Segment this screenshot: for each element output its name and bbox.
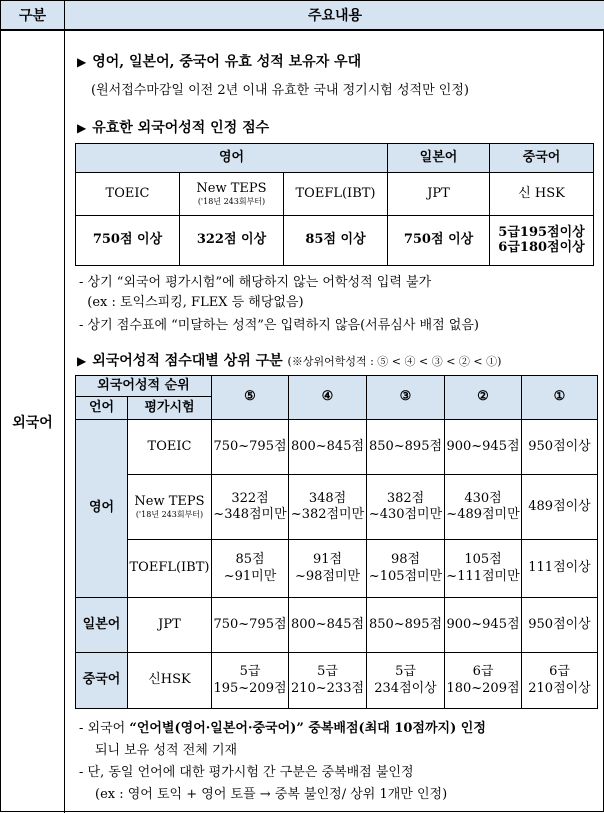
lang-chinese: 중국어 (76, 653, 128, 709)
lang-chinese-header: 중국어 (490, 144, 594, 173)
note-line: (ex : 토익스피킹, FLEX 등 해당없음) (79, 295, 304, 310)
rank-1: ① (522, 376, 598, 420)
score-cell: 900~945점 (445, 420, 522, 475)
rank-header: 외국어성적 순위 (76, 376, 212, 397)
score-cell: 322점 ~348점미만 (212, 475, 289, 540)
test-toefl: TOEFL(IBT) (284, 173, 388, 216)
rank-3: ③ (367, 376, 445, 420)
score-cell: 900~945점 (445, 598, 522, 653)
score-cell: 5급 234점이상 (367, 653, 445, 709)
score-teps: 322점 이상 (180, 216, 284, 266)
note-line: - 상기 “외국어 평가시험”에 해당하지 않는 어학성적 입력 불가 (79, 275, 432, 290)
score-cell: 111점이상 (522, 540, 598, 598)
score-cell: 430점 ~489점미만 (445, 475, 522, 540)
triangle-bullet-icon: ▶ (77, 121, 87, 135)
score-cell: 489점이상 (522, 475, 598, 540)
test-new-teps: New TEPS ('18년 243회부터) (180, 173, 284, 216)
triangle-bullet-icon: ▶ (77, 354, 87, 368)
score-hsk: 5급195점이상 6급180점이상 (490, 216, 594, 266)
table-row (76, 540, 598, 598)
test-toefl: TOEFL(IBT) (128, 540, 212, 598)
section1-title: ▶ 영어, 일본어, 중국어 유효 성적 보유자 우대 (77, 54, 362, 70)
score-cell: 5급 210~233점 (289, 653, 367, 709)
table-row (76, 420, 598, 475)
test-hsk: 신HSK (128, 653, 212, 709)
section2-title: ▶ 유효한 외국어성적 인정 점수 (77, 120, 270, 136)
test-jpt: JPT (128, 598, 212, 653)
lang-japanese: 일본어 (76, 598, 128, 653)
test-col-header: 평가시험 (128, 397, 212, 420)
test-toeic: TOEIC (76, 173, 180, 216)
test-new-teps: New TEPS ('18년 243회부터) (128, 475, 212, 540)
score-cell: 950점이상 (522, 420, 598, 475)
score-cell: 850~895점 (367, 420, 445, 475)
category-cell: 외국어 (1, 31, 65, 813)
score-cell: 800~845점 (289, 598, 367, 653)
table-row (76, 598, 598, 653)
score-cell: 950점이상 (522, 598, 598, 653)
score-jpt: 750점 이상 (388, 216, 490, 266)
lang-english: 영어 (76, 420, 128, 598)
test-toeic: TOEIC (128, 420, 212, 475)
note-line: - 상기 점수표에 “미달하는 성적”은 입력하지 않음(서류심사 배점 없음) (79, 318, 479, 333)
score-cell: 5급 195~209점 (212, 653, 289, 709)
footer-line: (ex : 영어 토익 + 영어 토플 → 중복 불인정/ 상위 1개만 인정) (95, 787, 448, 802)
table-row (76, 475, 598, 540)
rank-2: ② (445, 376, 522, 420)
header-content: 주요내용 (65, 1, 604, 31)
lang-english-header: 영어 (76, 144, 388, 173)
score-cell: 800~845점 (289, 420, 367, 475)
test-hsk: 신 HSK (490, 173, 594, 216)
score-cell: 750~795점 (212, 420, 289, 475)
section3-title: ▶ 외국어성적 점수대별 상위 구분 (※상위어학성적 : ⑤ < ④ < ③ < ② < ①) (77, 353, 502, 369)
rank-5: ⑤ (212, 376, 289, 420)
score-cell: 382점 ~430점미만 (367, 475, 445, 540)
header-category: 구분 (1, 1, 65, 31)
footer-line: - 단, 동일 언어에 대한 평가시험 간 구분은 중복배점 불인정 (79, 765, 414, 780)
score-cell: 348점 ~382점미만 (289, 475, 367, 540)
rank-score-table (75, 375, 598, 709)
section1-note: (원서접수마감일 이전 2년 이내 유효한 국내 정기시험 성적만 인정) (91, 83, 469, 98)
score-cell: 91점 ~98점미만 (289, 540, 367, 598)
footer-line: 되니 보유 성적 전체 기재 (95, 743, 238, 758)
score-cell: 750~795점 (212, 598, 289, 653)
valid-score-table (75, 143, 594, 266)
rank-4: ④ (289, 376, 367, 420)
score-cell: 85점 ~91미만 (212, 540, 289, 598)
triangle-bullet-icon: ▶ (77, 55, 87, 69)
score-toefl: 85점 이상 (284, 216, 388, 266)
table-row (76, 653, 598, 709)
score-cell: 6급 210점이상 (522, 653, 598, 709)
lang-col-header: 언어 (76, 397, 128, 420)
score-toeic: 750점 이상 (76, 216, 180, 266)
score-cell: 850~895점 (367, 598, 445, 653)
score-cell: 98점 ~105점미만 (367, 540, 445, 598)
test-jpt: JPT (388, 173, 490, 216)
score-cell: 6급 180~209점 (445, 653, 522, 709)
footer-line: - 외국어 “언어별(영어·일본어·중국어)” 중복배점(최대 10점까지) 인정 (79, 721, 486, 736)
score-cell: 105점 ~111점미만 (445, 540, 522, 598)
lang-japanese-header: 일본어 (388, 144, 490, 173)
